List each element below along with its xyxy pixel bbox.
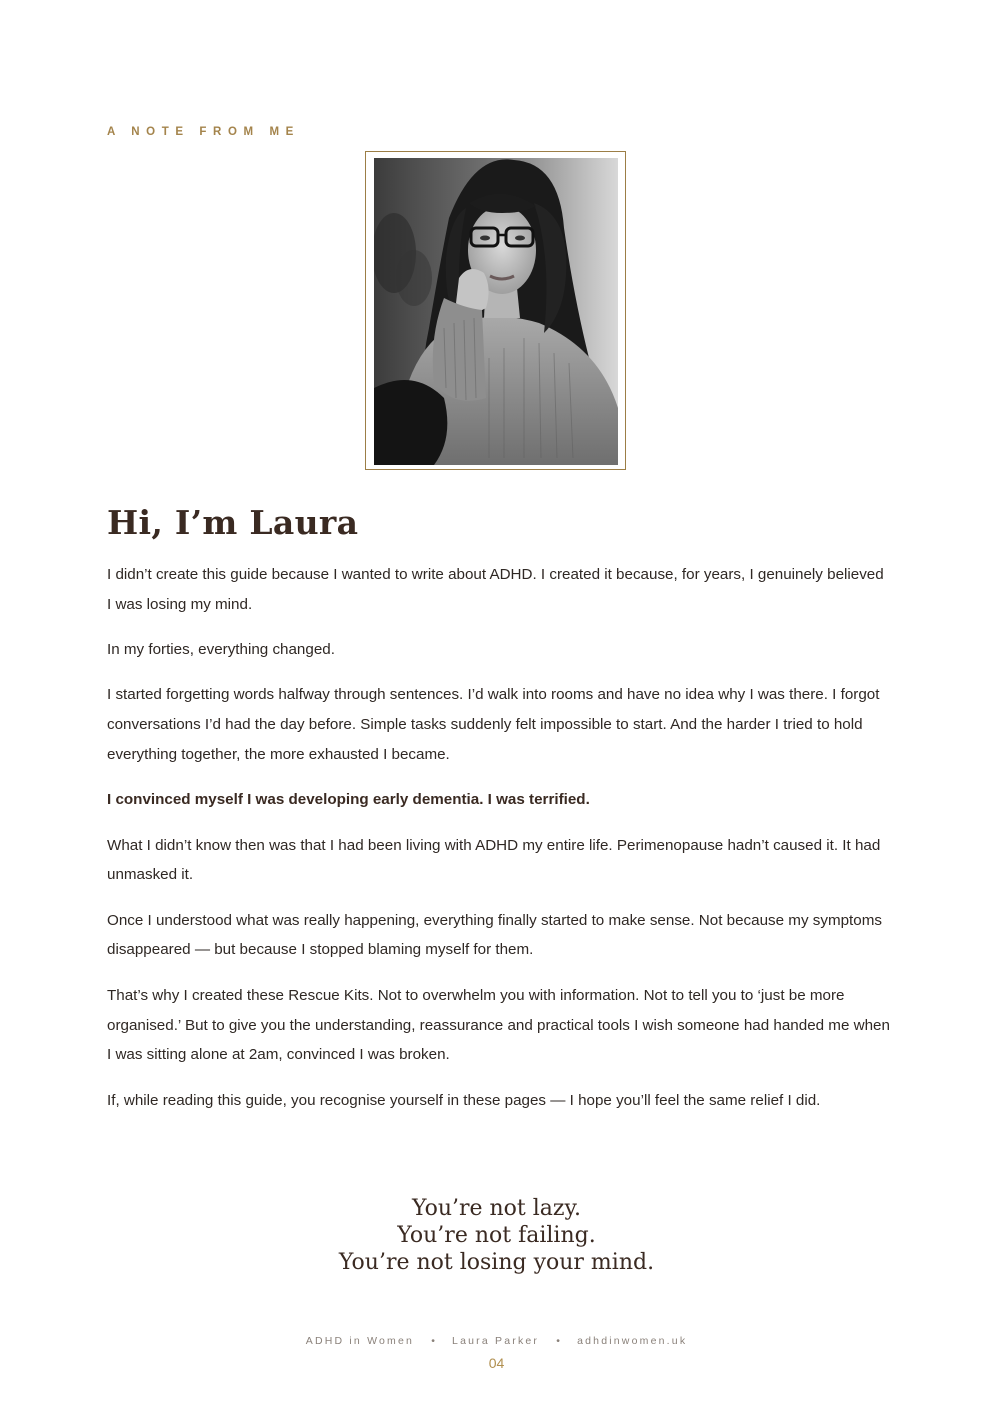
closing-quote <box>0 1195 993 1276</box>
page-footer <box>0 1335 993 1347</box>
portrait-photo <box>374 158 618 465</box>
paragraph: I started forgetting words halfway through sentences. I’d walk into rooms and have no idea why I was there. I forgot conversations I’d had the day before. Simple tasks suddenly felt impossible to start. And the harder I tried to hold everything together, the more exhausted I became. <box>107 686 880 763</box>
emphasis-paragraph: I convinced myself I was developing early dementia. I was terrified. <box>107 791 590 809</box>
footer-separator: • <box>431 1335 435 1347</box>
quote-line: You’re not losing your mind. <box>338 1250 655 1275</box>
page-number: 04 <box>488 1355 505 1371</box>
quote-line: You’re not lazy. <box>411 1196 582 1221</box>
paragraph: If, while reading this guide, you recognise yourself in these pages — I hope you’ll feel the same relief I did. <box>107 1091 821 1109</box>
footer-website: adhdinwomen.uk <box>577 1335 688 1347</box>
footer-brand: ADHD in Women <box>305 1335 415 1347</box>
paragraph: Once I understood what was really happening, everything finally started to make sense. Not because my symptoms disappeared — but because I stopped blaming myself for them. <box>107 911 882 959</box>
quote-line: You’re not failing. <box>397 1223 596 1248</box>
footer-author: Laura Parker <box>452 1335 540 1347</box>
body-text <box>107 560 892 1131</box>
page-title: Hi, I’m Laura <box>107 503 359 542</box>
paragraph: I didn’t create this guide because I wanted to write about ADHD. I created it because, for years, I genuinely believed I was losing my mind. <box>107 566 884 613</box>
portrait-frame <box>365 151 626 470</box>
paragraph: What I didn’t know then was that I had been living with ADHD my entire life. Perimenopause hadn’t caused it. It had unmasked it. <box>107 836 881 884</box>
section-eyebrow: A NOTE FROM ME <box>107 126 300 138</box>
paragraph: That’s why I created these Rescue Kits. Not to overwhelm you with information. Not to tell you to ‘just be more organised.’ But to give you the understanding, reassurance and practical tools I wish someone had handed me when I was sitting alone at 2am, convinced I was broken. <box>107 986 890 1064</box>
footer-separator: • <box>556 1335 560 1347</box>
paragraph: In my forties, everything changed. <box>107 641 335 659</box>
